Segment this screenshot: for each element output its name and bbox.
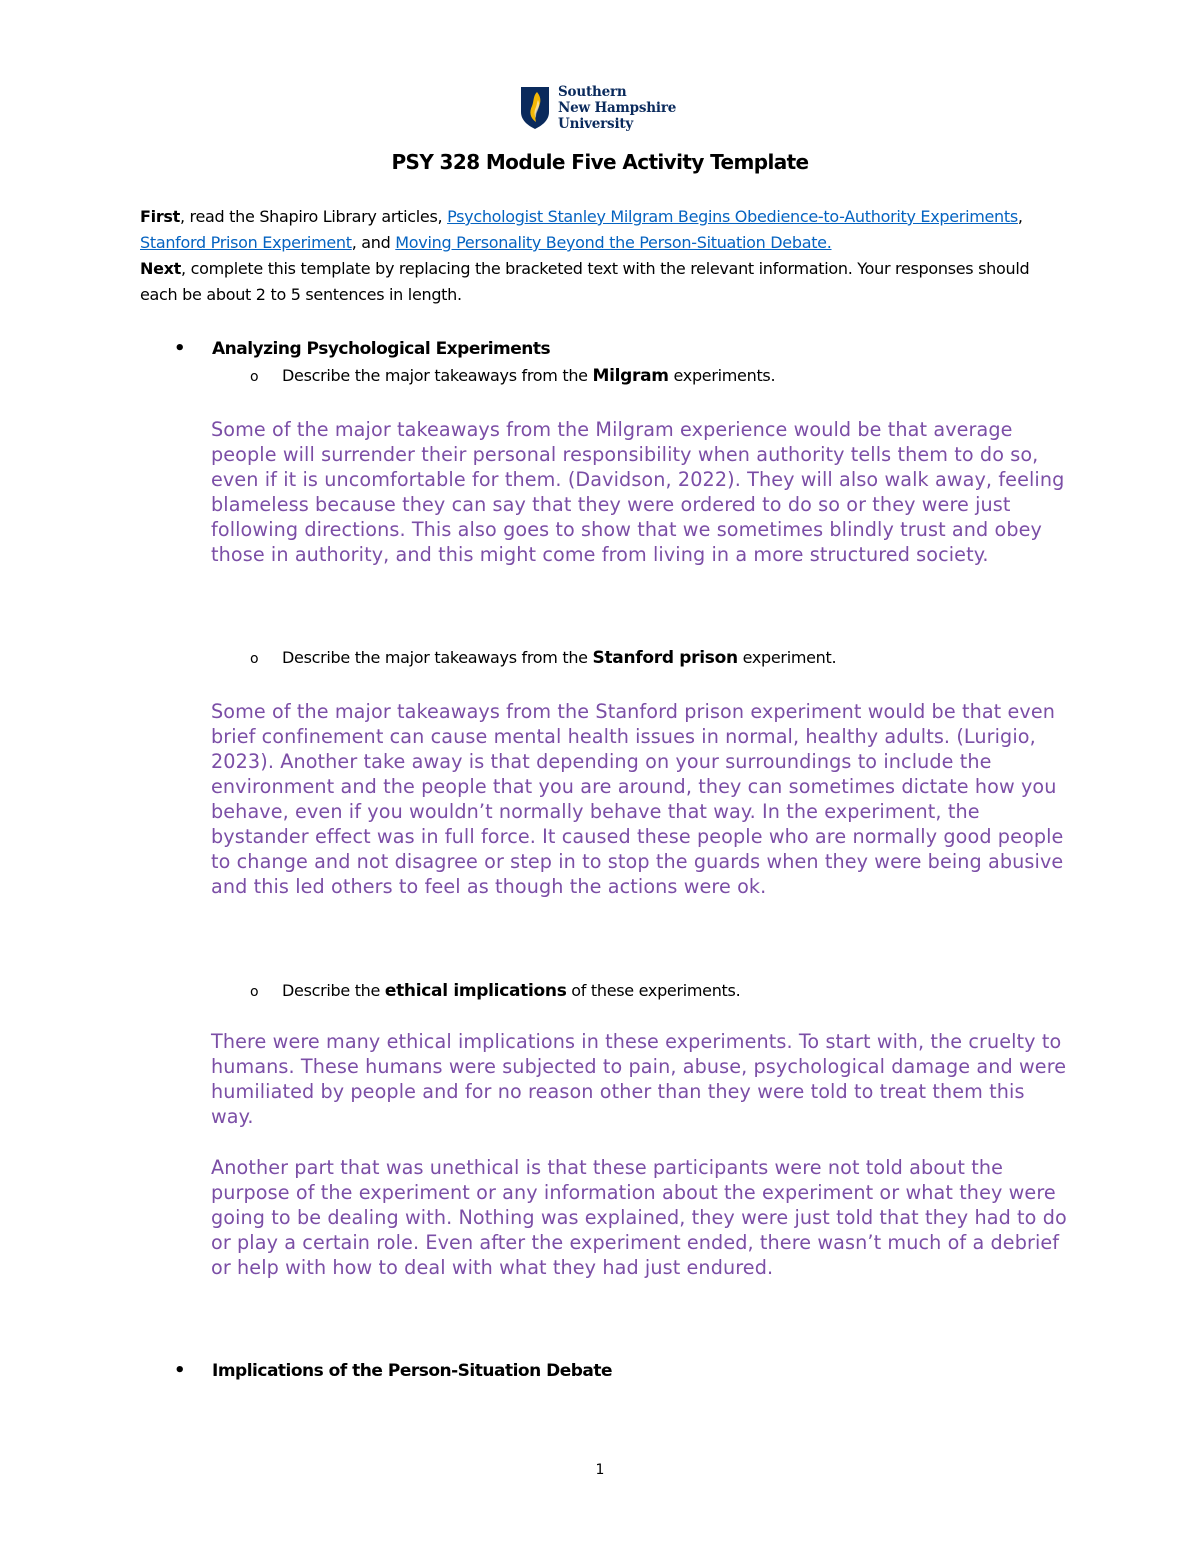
answer-paragraph: Another part that was unethical is that these participants were not told about the purpose of the experiment or any information about the experiment or what they were going to be dealing with. Nothing was explained, they were just told that they had to do or play a certain role. Even after the experiment ended, there wasn’t much of a debrief or help with how to deal with what they had just endured. xyxy=(211,1156,1067,1279)
intro-text-2: , xyxy=(1017,207,1023,226)
sub-bullet-icon: o xyxy=(250,984,259,1000)
question-keyword: ethical implications xyxy=(384,981,567,1001)
intro-next: Next xyxy=(140,259,182,278)
page-number: 1 xyxy=(595,1462,605,1478)
question-keyword: Stanford prison xyxy=(592,648,738,668)
question-milgram: o Describe the major takeaways from the Milgram experiments. xyxy=(250,366,776,386)
answer-stanford xyxy=(211,699,1071,899)
intro-text-4: , complete this template by replacing the bracketed text with the relevant information. Your responses should each be about 2 to 5 sentences in length. xyxy=(140,259,1030,304)
intro-paragraph xyxy=(140,204,1060,308)
answer-ethics xyxy=(211,1029,1071,1129)
document-title: PSY 328 Module Five Activity Template xyxy=(391,150,809,174)
link-stanford-article[interactable]: Stanford Prison Experiment xyxy=(140,233,352,252)
question-ethics: o Describe the ethical implications of these experiments. xyxy=(250,981,741,1001)
link-personality-article[interactable]: Moving Personality Beyond the Person-Situation Debate. xyxy=(395,233,832,252)
logo-line-2: New Hampshire xyxy=(558,100,677,116)
sub-bullet-icon: o xyxy=(250,651,259,667)
section-heading-2 xyxy=(174,1360,612,1381)
answer-paragraph: There were many ethical implications in these experiments. To start with, the cruelty to humans. These humans were subjected to pain, abuse, psychological damage and were humiliated by people and for no reason other than they were told to treat them this way. xyxy=(211,1030,1067,1128)
logo-line-3: University xyxy=(558,116,634,132)
answer-paragraph: Some of the major takeaways from the Milgram experience would be that average people will surrender their personal responsibility when authority tells them to do so, even if it is uncomfortable for them. (Davidson, 2022). They will also walk away, feeling blameless because they can say that they were ordered to do so or they were just following directions. This also goes to show that we sometimes blindly trust and obey those in authority, and this might come from living in a more structured society. xyxy=(211,418,1065,566)
answer-paragraph: Some of the major takeaways from the Stanford prison experiment would be that even brief confinement can cause mental health issues in normal, healthy adults. (Lurigio, 2023). Another take away is that depending on your surroundings to include the environment and the people that you are around, they can sometimes dictate how you behave, even if you wouldn’t normally behave that way. In the experiment, the bystander effect was in full force. It caused these people who are normally good people to change and not disagree or step in to stop the guards when they were being abusive and this led others to feel as though the actions were ok. xyxy=(211,700,1064,898)
answer-milgram xyxy=(211,417,1071,567)
link-milgram-article[interactable]: Psychologist Stanley Milgram Begins Obedience-to-Authority Experiments xyxy=(447,207,1018,226)
question-stanford: o Describe the major takeaways from the Stanford prison experiment. xyxy=(250,648,837,668)
sub-bullet-icon: o xyxy=(250,369,259,385)
answer-ethics-2 xyxy=(211,1155,1071,1280)
intro-text-1: , read the Shapiro Library articles, xyxy=(179,207,448,226)
question-keyword: Milgram xyxy=(592,366,669,386)
section-heading-text: Implications of the Person-Situation Debate xyxy=(212,1361,613,1381)
section-heading-1 xyxy=(174,338,550,359)
bullet-icon: • xyxy=(174,1360,186,1381)
intro-text-3: , and xyxy=(351,233,396,252)
snhu-shield-icon xyxy=(520,86,550,130)
intro-first: First xyxy=(140,207,180,226)
snhu-logo xyxy=(520,84,676,132)
logo-line-1: Southern xyxy=(558,84,627,100)
bullet-icon: • xyxy=(174,338,186,359)
section-heading-text: Analyzing Psychological Experiments xyxy=(212,339,551,359)
